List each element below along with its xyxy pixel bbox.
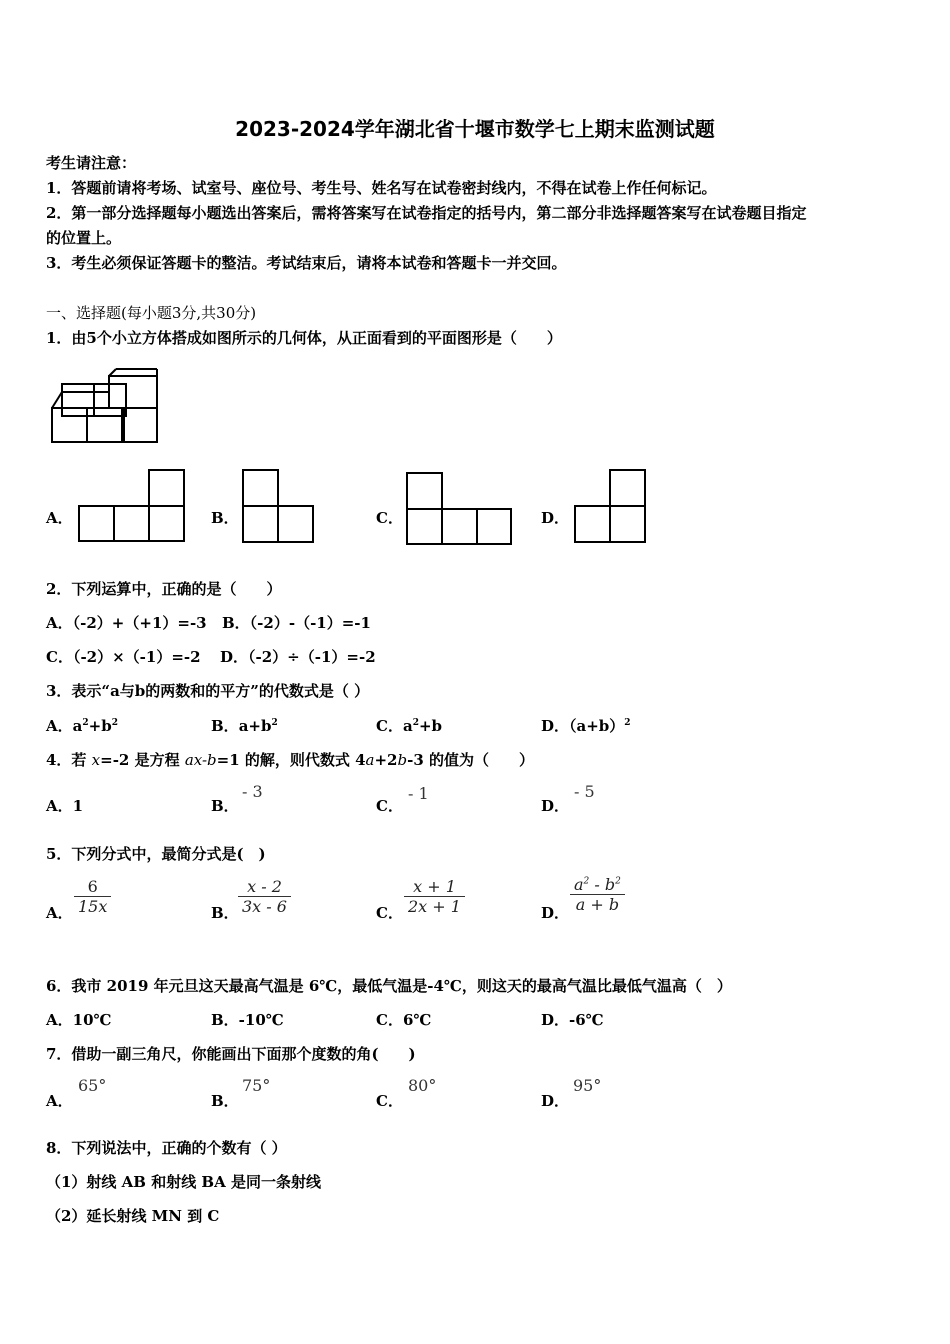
q2-option-c[interactable]: C．（-2）×（-1）=-2 [46,648,201,666]
q6-option-d[interactable]: D．-6℃ [541,1011,604,1029]
q6-option-c[interactable]: C．6℃ [376,1011,432,1029]
q3-option-a[interactable]: A．$a^2+b^2$ [46,717,118,735]
q5-option-a[interactable]: $\frac{6}{15x}$ [74,877,111,916]
q4-option-a[interactable]: A．1 [46,797,84,815]
question-6-stem: 6．我市 2019 年元旦这天最高气温是 6℃，最低气温是-4℃，则这天的最高气温比最低气温高（ ） [46,977,732,995]
q1-option-d-label: D． [541,509,570,527]
q5-option-d-label: D． [541,904,570,922]
q1-option-c-figure[interactable] [405,471,515,547]
q7-option-c[interactable]: 80° [408,1076,437,1095]
question-2-stem: 2．下列运算中，正确的是（ ） [46,580,282,598]
q7-option-c-label: C． [376,1092,403,1110]
q6-option-b[interactable]: B．-10℃ [211,1011,284,1029]
q3-option-b[interactable]: B．$a+b^2$ [211,717,278,735]
q5-option-d[interactable]: $\frac{a^2 - b^2}{a + b}$ [570,875,625,914]
notice-line-3: 3．考生必须保证答题卡的整洁。考试结束后，请将本试卷和答题卡一并交回。 [46,254,567,272]
q5-option-c-label: C． [376,904,403,922]
q1-option-a-figure[interactable] [78,468,188,544]
q7-option-b-label: B． [211,1092,239,1110]
q2-option-a[interactable]: A．（-2）+（+1）=-3 [46,614,207,632]
q2-option-b[interactable]: B．（-2）-（-1）=-1 [222,614,371,632]
notice-line-2-cont: 的位置上。 [46,229,122,247]
q5-option-c[interactable]: $\frac{x + 1}{2x + 1}$ [404,877,465,916]
question-8-stem: 8．下列说法中，正确的个数有（ ） [46,1139,287,1157]
q1-option-a-label: A． [46,509,73,527]
notice-heading: 考生请注意： [46,154,137,172]
q2-option-d[interactable]: D．（-2）÷（-1）=-2 [220,648,376,666]
q3-option-d[interactable]: D．$(a+b)^2$ [541,717,631,735]
notice-line-2: 2．第一部分选择题每小题选出答案后，需将答案写在试卷指定的括号内，第二部分非选择题答案写在试卷题目指定 [46,204,807,222]
q4-option-d[interactable]: - 5 [574,782,595,801]
notice-line-1: 1．答题前请将考场、试室号、座位号、考生号、姓名写在试卷密封线内，不得在试卷上作任何标记。 [46,179,717,197]
q3-option-c[interactable]: C．$a^2+b$ [376,717,443,735]
q7-option-d-label: D． [541,1092,570,1110]
page-title: 2023-2024学年湖北省十堰市数学七上期末监测试题 [235,117,715,141]
q1-option-b-label: B． [211,509,239,527]
cube-solid-figure [44,366,164,448]
question-7-stem: 7．借助一副三角尺，你能画出下面那个度数的角( ) [46,1045,416,1063]
question-1-stem: 1．由5个小立方体搭成如图所示的几何体，从正面看到的平面图形是（ ） [46,329,562,347]
question-5-stem: 5．下列分式中，最简分式是( ) [46,845,266,863]
q6-option-a[interactable]: A．10℃ [46,1011,112,1029]
q5-option-b[interactable]: $\frac{x - 2}{3x - 6}$ [238,877,291,916]
q4-option-c-label: C． [376,797,403,815]
q8-statement-1: （1）射线 AB 和射线 BA 是同一条射线 [46,1173,321,1191]
q7-option-b[interactable]: 75° [242,1076,271,1095]
q4-option-b-label: B． [211,797,239,815]
q8-statement-2: （2）延长射线 MN 到 C [46,1207,220,1225]
q7-option-a-label: A． [46,1092,73,1110]
q5-option-b-label: B． [211,904,239,922]
q7-option-a[interactable]: 65° [78,1076,107,1095]
q4-option-d-label: D． [541,797,570,815]
q1-option-c-label: C． [376,509,403,527]
question-3-stem: 3．表示“a与b的两数和的平方”的代数式是（ ） [46,682,370,700]
question-4-stem: 4．若 x=-2 是方程 ax-b=1 的解，则代数式 4a+2b-3 的值为（ ） [46,751,534,769]
section-heading: 一、选择题(每小题3分,共30分) [46,304,257,322]
q5-option-a-label: A． [46,904,73,922]
q4-option-b[interactable]: - 3 [242,782,263,801]
q1-option-d-figure[interactable] [573,468,649,546]
q7-option-d[interactable]: 95° [573,1076,602,1095]
q1-option-b-figure[interactable] [241,468,317,546]
q4-option-c[interactable]: - 1 [408,784,429,803]
